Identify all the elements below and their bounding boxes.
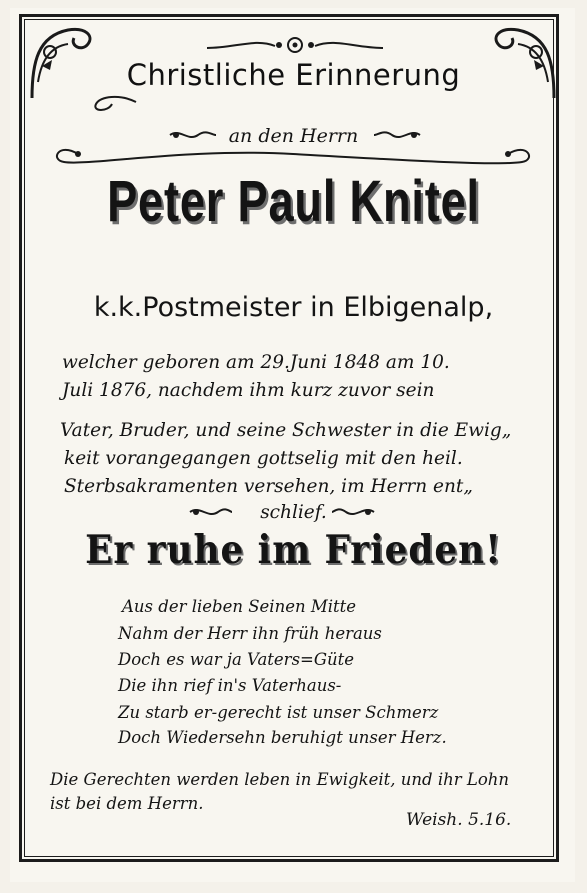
bio-line: schlief. (260, 502, 327, 523)
scripture-reference: Weish. 5.16. (406, 810, 512, 830)
rest-in-peace: Er ruhe im Frieden! (85, 527, 502, 573)
bio-line: Vater, Bruder, und seine Schwester in die Ewig„ (60, 420, 512, 441)
poem-line: Die ihn rief in's Vaterhaus- (118, 676, 342, 695)
deceased-name: Peter Paul Knitel (107, 169, 480, 234)
subheading: an den Herrn (228, 125, 359, 147)
heading-title: Christliche Erinnerung (126, 58, 461, 92)
poem-line: Doch Wiedersehn beruhigt unser Herz. (118, 728, 447, 747)
heading-swash-ornament (90, 92, 140, 114)
poem-line: Doch es war ja Vaters=Güte (118, 650, 355, 669)
bio-line: Sterbsakramenten versehen, im Herrn ent„ (64, 476, 473, 497)
poem-line: Aus der lieben Seinen Mitte (122, 597, 357, 616)
bio-line: Juli 1876, nachdem ihm kurz zuvor sein (62, 380, 435, 401)
verse-line: Die Gerechten werden leben in Ewigkeit, und ihr Lohn (50, 770, 510, 789)
divider-swash-ornament (48, 138, 538, 168)
top-center-ornament (205, 34, 385, 56)
bio-line: welcher geboren am 29.Juni 1848 am 10. (62, 352, 450, 373)
verse-line: ist bei dem Herrn. (50, 794, 204, 813)
bio-line: keit vorangegangen gottselig mit den heil. (64, 448, 463, 469)
bio-right-ornament (330, 505, 376, 519)
deceased-title: k.k.Postmeister in Elbigenalp, (93, 292, 494, 323)
poem-line: Nahm der Herr ihn früh heraus (118, 624, 382, 643)
poem-line: Zu starb er-gerecht ist unser Schmerz (118, 703, 439, 722)
